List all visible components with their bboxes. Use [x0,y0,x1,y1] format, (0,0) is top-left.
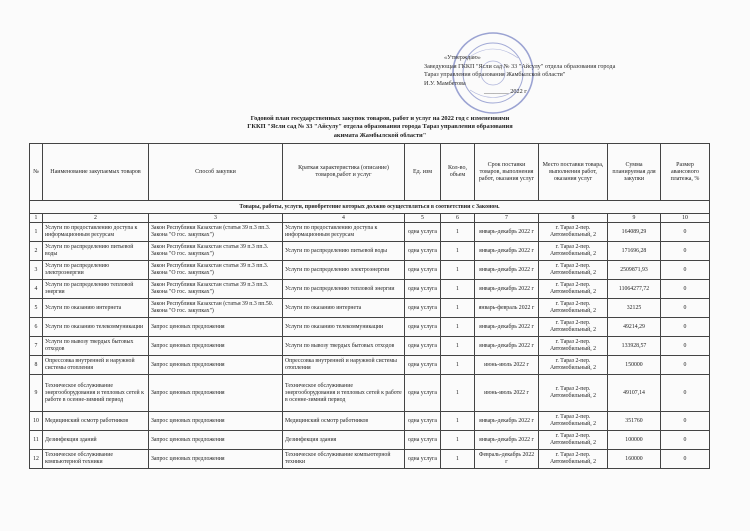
table-row [30,261,710,280]
column-number: 10 [661,214,710,223]
table-row [30,223,710,242]
column-number: 7 [475,214,539,223]
item-name: Услуги по распределению тепловой энергии [43,280,149,299]
row-number: 6 [30,318,43,337]
planned-sum: 49107,14 [608,375,661,412]
procurement-method: Закон Республики Казахстан статья 39 п.3 пп.3. Закона "О гос. закупках") [149,242,283,261]
item-description: Услуги по вывозу твердых бытовых отходов [283,337,405,356]
quantity: 1 [441,375,475,412]
delivery-place: г. Тараз 2-пер. Автомобильный, 2 [539,223,608,242]
item-name: Медицинский осмотр работников [43,412,149,431]
section-row [30,201,710,214]
advance-payment: 0 [661,337,710,356]
item-name: Техническое обслуживание компьютерной техники [43,450,149,469]
header-cell: Место поставки товара, выполнения работ, оказания услуг [539,144,608,201]
approval-org-line-2: Тараз управления образования Жамбылской области" [424,71,566,79]
header-cell: Краткая характеристика (описание) товаров,работ и услуг [283,144,405,201]
item-description: Услуги по распределению питьевой воды [283,242,405,261]
procurement-method: Запрос ценовых предложения [149,337,283,356]
advance-payment: 0 [661,318,710,337]
delivery-term: январь-декабрь 2022 г [475,223,539,242]
procurement-method: Запрос ценовых предложения [149,412,283,431]
header-cell: Срок поставки товаров, выполнения работ, оказания услуг [475,144,539,201]
delivery-place: г. Тараз 2-пер. Автомобильный, 2 [539,242,608,261]
table-row [30,318,710,337]
column-number: 6 [441,214,475,223]
item-name: Услуги по распределению электроэнергии [43,261,149,280]
item-name: Услуги по оказанию интернета [43,299,149,318]
procurement-method: Закон Республики Казахстан (статья 39 п.3 пп.3. Закона "О гос. закупках") [149,223,283,242]
item-description: Техническое обслуживание энергооборудования и тепловых сетей к работе в осенне-зимний период [283,375,405,412]
column-number: 3 [149,214,283,223]
table-row [30,431,710,450]
item-description: Медицинский осмотр работников [283,412,405,431]
unit: одна услуга [405,412,441,431]
advance-payment: 0 [661,450,710,469]
row-number: 1 [30,223,43,242]
header-cell: Кол-во, объем [441,144,475,201]
row-number: 2 [30,242,43,261]
advance-payment: 0 [661,375,710,412]
planned-sum: 11064277,72 [608,280,661,299]
quantity: 1 [441,450,475,469]
procurement-method: Запрос ценовых предложения [149,450,283,469]
delivery-term: январь-декабрь 2022 г [475,280,539,299]
delivery-term: июнь-июль 2022 г [475,356,539,375]
planned-sum: 32125 [608,299,661,318]
quantity: 1 [441,356,475,375]
unit: одна услуга [405,450,441,469]
header-cell: Ед. изм [405,144,441,201]
planned-sum: 160000 [608,450,661,469]
column-number: 9 [608,214,661,223]
quantity: 1 [441,242,475,261]
delivery-place: г. Тараз 2-пер. Автомобильный, 2 [539,261,608,280]
item-description: Услуги по оказанию телекоммуникации [283,318,405,337]
approval-date: ________ 2022 г [484,88,527,96]
table-row [30,450,710,469]
unit: одна услуга [405,299,441,318]
quantity: 1 [441,431,475,450]
unit: одна услуга [405,242,441,261]
title-line-2: ГККП "Ясли сад № 33 "Айсулу" отдела образования города Тараз управления образования [247,123,513,131]
planned-sum: 164089,29 [608,223,661,242]
delivery-term: январь-декабрь 2022 г [475,337,539,356]
unit: одна услуга [405,375,441,412]
item-description: Техническое обслуживание компьютерной техники [283,450,405,469]
approval-org-line: Заведующая ГККП "Ясли сад № 33 "Айсулу" отдела образования города [424,62,616,70]
header-row [30,144,710,201]
item-description: Услуги по распределению электроэнергии [283,261,405,280]
planned-sum: 133928,57 [608,337,661,356]
item-name: Услуги по предоставлению доступа к информационным ресурсам [43,223,149,242]
row-number: 11 [30,431,43,450]
delivery-term: январь-декабрь 2022 г [475,431,539,450]
procurement-table [29,143,710,469]
delivery-term: июнь-июль 2022 г [475,375,539,412]
planned-sum: 150000 [608,356,661,375]
header-cell: Сумма планируемая для закупки [608,144,661,201]
planned-sum: 171696,28 [608,242,661,261]
item-description: Услуги по оказанию интернета [283,299,405,318]
row-number: 4 [30,280,43,299]
delivery-place: г. Тараз 2-пер. Автомобильный, 2 [539,299,608,318]
header-cell: № [30,144,43,201]
header-cell: Способ закупки [149,144,283,201]
item-description: Услуги по предоставлению доступа к информационным ресурсам [283,223,405,242]
delivery-place: г. Тараз 2-пер. Автомобильный, 2 [539,431,608,450]
quantity: 1 [441,412,475,431]
column-number: 2 [43,214,149,223]
procurement-method: Запрос ценовых предложения [149,375,283,412]
item-name: Услуги по оказанию телекоммуникации [43,318,149,337]
delivery-term: январь-декабрь 2022 г [475,412,539,431]
approval-signer: И.У. Мамбетова [424,79,466,87]
delivery-term: январь-декабрь 2022 г [475,261,539,280]
procurement-method: Запрос ценовых предложения [149,318,283,337]
delivery-term: январь-декабрь 2022 г [475,242,539,261]
unit: одна услуга [405,261,441,280]
item-name: Техническое обслуживание энергооборудования и тепловых сетей к работе в осенне-зимний период [43,375,149,412]
procurement-method: Запрос ценовых предложения [149,431,283,450]
header-cell: Наименование закупаемых товаров [43,144,149,201]
advance-payment: 0 [661,242,710,261]
item-name: Дезинфекция зданий [43,431,149,450]
delivery-place: г. Тараз 2-пер. Автомобильный, 2 [539,280,608,299]
advance-payment: 0 [661,356,710,375]
row-number: 3 [30,261,43,280]
item-description: Опрессовка внутренней и наружной системы отопления [283,356,405,375]
procurement-method: Закон Республики Казахстан статья 39 п.3 пп.3. Закона "О гос. закупках") [149,280,283,299]
delivery-place: г. Тараз 2-пер. Автомобильный, 2 [539,356,608,375]
item-name: Услуги по вывозу твердых бытовых отходов [43,337,149,356]
column-number-row [30,214,710,223]
advance-payment: 0 [661,223,710,242]
advance-payment: 0 [661,261,710,280]
quantity: 1 [441,318,475,337]
delivery-place: г. Тараз 2-пер. Автомобильный, 2 [539,412,608,431]
unit: одна услуга [405,318,441,337]
delivery-term: январь-декабрь 2022 г [475,318,539,337]
row-number: 10 [30,412,43,431]
advance-payment: 0 [661,431,710,450]
delivery-place: г. Тараз 2-пер. Автомобильный, 2 [539,450,608,469]
advance-payment: 0 [661,299,710,318]
unit: одна услуга [405,431,441,450]
table-row [30,299,710,318]
unit: одна услуга [405,356,441,375]
quantity: 1 [441,337,475,356]
approval-block [424,54,734,97]
unit: одна услуга [405,280,441,299]
column-number: 8 [539,214,608,223]
column-number: 1 [30,214,43,223]
row-number: 12 [30,450,43,469]
table-row [30,242,710,261]
quantity: 1 [441,299,475,318]
planned-sum: 2509871,93 [608,261,661,280]
delivery-place: г. Тараз 2-пер. Автомобильный, 2 [539,375,608,412]
quantity: 1 [441,223,475,242]
table-row [30,356,710,375]
planned-sum: 100000 [608,431,661,450]
header-cell: Размер авансового платежа, % [661,144,710,201]
procurement-method: Закон Республики Казахстан статья 39 п.3 пп.3. Закона "О гос. закупках") [149,261,283,280]
item-description: Дезинфекция здания [283,431,405,450]
unit: одна услуга [405,337,441,356]
table-row [30,412,710,431]
title-line-3: акимата Жамбылской области" [333,131,427,139]
quantity: 1 [441,261,475,280]
section-title: Товары, работы, услуги, приобретение которых должно осуществляться в соответствии с Законом. [30,201,710,214]
procurement-method: Запрос ценовых предложения [149,356,283,375]
procurement-method: Закон Республики Казахстан (статья 39 п.3 пп.50. Закона "О гос. закупках") [149,299,283,318]
row-number: 5 [30,299,43,318]
item-description: Услуги по распределению тепловой энергии [283,280,405,299]
row-number: 8 [30,356,43,375]
unit: одна услуга [405,223,441,242]
title-line-1: Годовой план государственных закупок товаров, работ и услуг на 2022 год с изменениями [250,115,510,122]
table-row [30,337,710,356]
quantity: 1 [441,280,475,299]
delivery-place: г. Тараз 2-пер. Автомобильный, 2 [539,337,608,356]
table-row [30,375,710,412]
column-number: 4 [283,214,405,223]
item-name: Опрессовка внутренней и наружной системы отопления [43,356,149,375]
approval-heading: «Утверждаю» [444,54,481,61]
advance-payment: 0 [661,280,710,299]
table-row [30,280,710,299]
row-number: 9 [30,375,43,412]
planned-sum: 49214,29 [608,318,661,337]
delivery-term: январь-февраль 2022 г [475,299,539,318]
row-number: 7 [30,337,43,356]
planned-sum: 351760 [608,412,661,431]
advance-payment: 0 [661,412,710,431]
document-title [170,115,590,140]
delivery-term: Февраль-декабрь 2022 г [475,450,539,469]
item-name: Услуги по распределению питьевой воды [43,242,149,261]
column-number: 5 [405,214,441,223]
delivery-place: г. Тараз 2-пер. Автомобильный, 2 [539,318,608,337]
